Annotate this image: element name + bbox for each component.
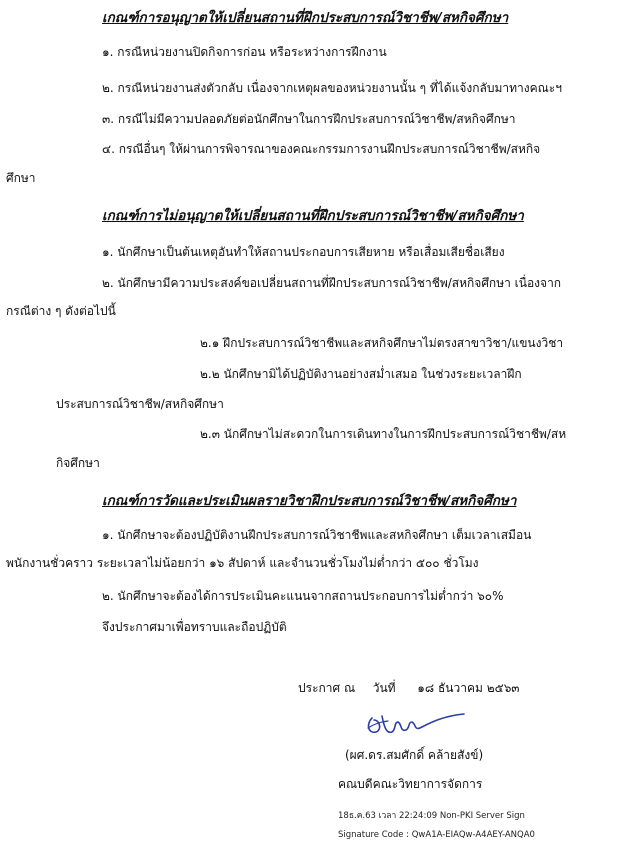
section2-subitem-2-continued: ประสบการณ์วิชาชีพ/สหกิจศึกษา [56, 397, 224, 411]
section1-item-4: ๔. กรณีอื่นๆ ให้ผ่านการพิจารณาของคณะกรรมการงานฝึกประสบการณ์วิชาชีพ/สหกิจ [102, 142, 541, 156]
announce-date: ๑๘ ธันวาคม ๒๕๖๓ [417, 681, 520, 695]
section1-item-2: ๒. กรณีหน่วยงานส่งตัวกลับ เนื่องจากเหตุผลของหน่วยงานนั้น ๆ ที่ได้แจ้งกลับมาทางคณะฯ [102, 81, 562, 95]
signer-name: (ผศ.ดร.สมศักดิ์ คล้ายสังข์) [345, 748, 484, 762]
section3-item-1: ๑. นักศึกษาจะต้องปฏิบัติงานฝึกประสบการณ์วิชาชีพและสหกิจศึกษา เต็มเวลาเสมือน [102, 528, 532, 542]
section3-item-2: ๒. นักศึกษาจะต้องได้การประเมินคะแนนจากสถานประกอบการไม่ต่ำกว่า ๖๐% [102, 589, 504, 603]
announce-label: ประกาศ ณ [298, 681, 356, 695]
signature-code: Signature Code : QwA1A-EIAQw-A4AEY-ANQA0 [338, 830, 535, 840]
closing-statement: จึงประกาศมาเพื่อทราบและถือปฏิบัติ [102, 620, 287, 634]
section1-item-3: ๓. กรณีไม่มีความปลอดภัยต่อนักศึกษาในการฝึกประสบการณ์วิชาชีพ/สหกิจศึกษา [102, 112, 516, 126]
section3-heading: เกณฑ์การวัดและประเมินผลรายวิชาฝึกประสบการณ์วิชาชีพ/สหกิจศึกษา [102, 493, 517, 509]
signer-title: คณบดีคณะวิทยาการจัดการ [338, 777, 483, 791]
section2-subitem-1: ๒.๑ ฝึกประสบการณ์วิชาชีพและสหกิจศึกษาไม่ตรงสาขาวิชา/แขนงวิชา [200, 336, 564, 350]
section1-item-1: ๑. กรณีหน่วยงานปิดกิจการก่อน หรือระหว่างการฝึกงาน [102, 45, 387, 59]
section2-heading: เกณฑ์การไม่อนุญาตให้เปลี่ยนสถานที่ฝึกประสบการณ์วิชาชีพ/สหกิจศึกษา [102, 208, 524, 224]
announce-date-row [298, 680, 520, 696]
section1-heading: เกณฑ์การอนุญาตให้เปลี่ยนสถานที่ฝึกประสบการณ์วิชาชีพ/สหกิจศึกษา [102, 10, 509, 26]
section2-item-2-continued: กรณีต่าง ๆ ดังต่อไปนี้ [6, 304, 116, 318]
section2-subitem-2: ๒.๒ นักศึกษามิได้ปฏิบัติงานอย่างสม่ำเสมอ ในช่วงระยะเวลาฝึก [200, 367, 522, 381]
section2-subitem-3: ๒.๓ นักศึกษาไม่สะดวกในการเดินทางในการฝึกประสบการณ์วิชาชีพ/สห [200, 427, 567, 441]
announce-date-label: วันที่ [372, 681, 396, 695]
section3-item-1-continued: พนักงานชั่วคราว ระยะเวลาไม่น้อยกว่า ๑๖ สัปดาห์ และจำนวนชั่วโมงไม่ต่ำกว่า ๕๐๐ ชั่วโมง [6, 556, 479, 570]
handwritten-signature [362, 708, 472, 742]
section2-subitem-3-continued: กิจศึกษา [56, 456, 100, 470]
section2-item-1: ๑. นักศึกษาเป็นต้นเหตุอันทำให้สถานประกอบการเสียหาย หรือเสื่อมเสียชื่อเสียง [102, 245, 505, 259]
section1-item-4-continued: ศึกษา [6, 171, 36, 185]
section2-item-2: ๒. นักศึกษามีความประสงค์ขอเปลี่ยนสถานที่ฝึกประสบการณ์วิชาชีพ/สหกิจศึกษา เนื่องจาก [102, 276, 562, 290]
esign-stamp: 18ธ.ค.63 เวลา 22:24:09 Non-PKI Server Sign [338, 811, 525, 821]
